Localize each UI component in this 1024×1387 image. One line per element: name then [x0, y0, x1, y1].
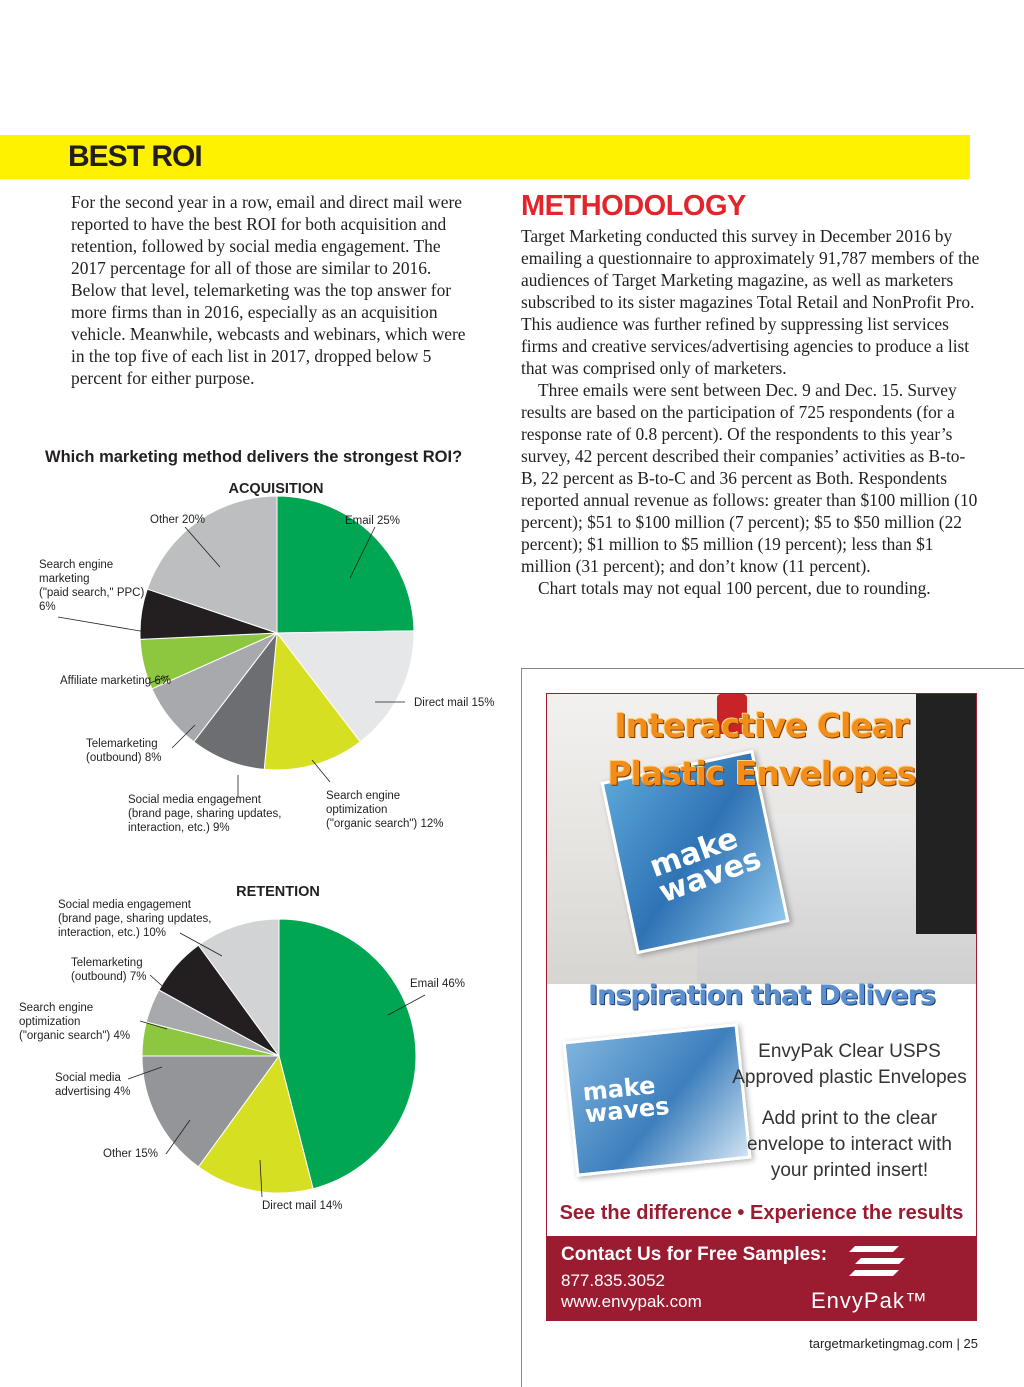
leader-line-seo — [312, 760, 330, 782]
label-line: Social media engagement — [58, 899, 191, 911]
page-number: 25 — [963, 1336, 978, 1351]
label-sma — [55, 1072, 130, 1098]
envelope-text: make waves — [581, 1071, 671, 1129]
chart-title: ACQUISITION — [228, 481, 324, 497]
retention-pie-chart — [0, 875, 520, 1220]
footer-site: targetmarketingmag.com — [809, 1336, 953, 1351]
label-line: marketing — [39, 573, 90, 585]
label-direct-mail: Direct mail 14% — [262, 1200, 343, 1212]
label-line: (outbound) 8% — [86, 752, 162, 764]
label-line: (brand page, sharing updates, — [128, 808, 282, 820]
ad-copy-1 — [727, 1039, 972, 1091]
section-banner — [0, 135, 970, 179]
page-footer — [809, 1336, 978, 1351]
envypak-advertisement[interactable] — [546, 693, 977, 1321]
section-title: BEST ROI — [68, 140, 202, 173]
pie-slices — [140, 496, 414, 770]
ad-copy-line: Add print to the clear — [761, 1108, 938, 1129]
ad-website-link[interactable]: www.envypak.com — [561, 1292, 702, 1311]
chart-title: RETENTION — [236, 884, 320, 900]
ad-phone-number[interactable]: 877.835.3052 — [561, 1271, 665, 1290]
label-line: Social media engagement — [128, 794, 261, 806]
ad-call-to-action: See the difference • Experience the results — [559, 1202, 964, 1224]
methodology-paragraph-1: Target Marketing conducted this survey in December 2016 by emailing a questionnaire to approximately 91,787 members of the audiences of Target Marketing magazine, as well as marketers subscribed to its sister magazines Total Retail and NonProfit Pro. This audience was further refined by suppressing list services firms and creative services/advertising agencies to produce a list that was comprised only of marketers. — [521, 226, 980, 378]
label-line: 6% — [39, 601, 56, 613]
label-line: ("paid search," PPC) — [39, 587, 145, 599]
ad-contact-bar — [547, 1236, 976, 1320]
ad-divider-horizontal — [521, 668, 1024, 669]
label-line: (outbound) 7% — [71, 971, 147, 983]
label-email: Email 46% — [410, 978, 465, 990]
label-line: interaction, etc.) 10% — [58, 927, 167, 939]
label-tele — [71, 957, 146, 983]
ad-tagline: Inspiration that Delivers — [588, 980, 935, 1011]
envypak-logo-text: EnvyPak™ — [811, 1288, 928, 1313]
label-direct-mail: Direct mail 15% — [414, 697, 495, 709]
label-other: Other 15% — [103, 1148, 158, 1160]
ad-divider-vertical — [521, 668, 522, 1387]
pie-slices — [142, 919, 416, 1193]
label-line: Search engine — [39, 559, 114, 571]
label-other: Other 20% — [150, 514, 205, 526]
label-seo — [19, 1002, 130, 1042]
ad-copy-line: your printed insert! — [770, 1160, 929, 1181]
label-line: interaction, etc.) 9% — [128, 822, 230, 834]
label-line: ("organic search") 4% — [19, 1030, 131, 1042]
ad-headline — [547, 702, 976, 798]
ad-copy-line: EnvyPak Clear USPS — [758, 1041, 941, 1062]
sample-envelope-image — [562, 1023, 751, 1177]
leader-line-sem — [58, 617, 152, 633]
ad-copy-2 — [727, 1106, 972, 1184]
methodology-title: METHODOLOGY — [521, 190, 746, 222]
label-line: ("organic search") 12% — [326, 818, 444, 830]
ad-copy-line: envelope to interact with — [747, 1134, 952, 1155]
label-line: Telemarketing — [86, 738, 158, 750]
label-line: Search engine — [19, 1002, 94, 1014]
ad-copy-line: Approved plastic Envelopes — [732, 1067, 967, 1088]
label-line: Social media — [55, 1072, 121, 1084]
acquisition-pie-chart — [0, 470, 520, 840]
envelope-text: make waves — [645, 820, 766, 911]
label-line: advertising 4% — [55, 1086, 131, 1098]
footer-separator: | — [956, 1336, 960, 1351]
label-line: optimization — [19, 1016, 81, 1028]
label-line: Telemarketing — [71, 957, 143, 969]
ad-headline-line-2: Plastic Envelopes — [607, 754, 916, 793]
envypak-logo-icon — [847, 1242, 907, 1282]
label-tele — [86, 738, 161, 764]
label-social — [58, 899, 215, 939]
label-affiliate: Affiliate marketing 6% — [60, 675, 172, 687]
ad-headline-line-1: Interactive Clear — [614, 706, 909, 745]
ad-contact-heading: Contact Us for Free Samples: — [561, 1244, 828, 1265]
label-line: (brand page, sharing updates, — [58, 913, 212, 925]
label-sem — [39, 559, 148, 613]
chart-question: Which marketing method delivers the strongest ROI? — [45, 448, 463, 466]
label-line: Search engine — [326, 790, 401, 802]
label-social — [128, 794, 285, 834]
roi-intro-paragraph: For the second year in a row, email and direct mail were reported to have the best ROI for both acquisition and retention, followed by social media engagement. The 2017 percentage for all of those are similar to 2016. Below that level, telemarketing was the top answer for more firms than in 2016, especially as an acquisition vehicle. Meanwhile, webcasts and webinars, which were in the top five of each list in 2017, dropped below 5 percent for either purpose. — [71, 192, 466, 388]
methodology-paragraph-3: Chart totals may not equal 100 percent, due to rounding. — [538, 578, 931, 598]
methodology-paragraph-2: Three emails were sent between Dec. 9 and Dec. 15. Survey results are based on the participation of 725 respondents (for a response rate of 0.8 percent). Of the respondents to this year’s survey, 42 percent described their companies’ activities as B-to-B, 22 percent as B-to-C and 36 percent as Both. Respondents reported annual revenue as follows: greater than $100 million (10 percent); $51 to $100 million (7 percent); $5 to $50 million (22 percent); $1 million to $5 million (19 percent); less than $1 million (31 percent); and don’t know (11 percent). — [521, 380, 978, 576]
label-seo — [326, 790, 443, 830]
label-line: optimization — [326, 804, 388, 816]
label-email: Email 25% — [345, 515, 400, 527]
methodology-text — [521, 225, 981, 599]
